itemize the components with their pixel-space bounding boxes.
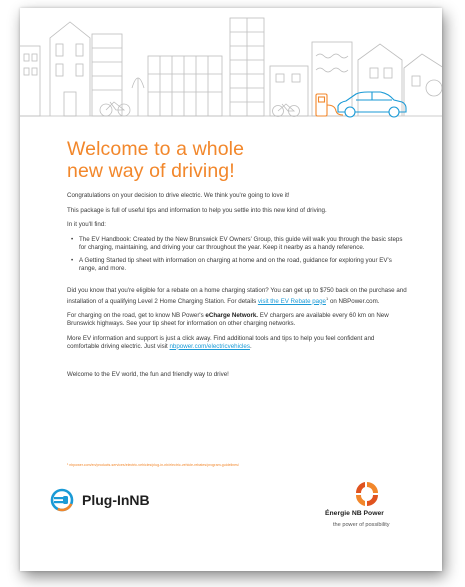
echarge-paragraph: For charging on the road, get to know NB Power's eCharge Network. EV chargers are available every 60 km on New Brunswick highways. See your tip sheet for information on other charging networks. — [67, 312, 389, 328]
document-page — [20, 8, 442, 571]
city-ev-illustration — [20, 8, 442, 126]
ev-rebate-link[interactable]: visit the EV Rebate page — [257, 297, 326, 305]
contents-intro: In it you'll find: — [67, 221, 107, 228]
page-title: Welcome to a whole new way of driving! — [67, 138, 245, 182]
letter-body — [67, 138, 407, 386]
intro-paragraph: Congratulations on your decision to drive electric. We think you're going to love it! — [67, 192, 290, 199]
echarge-network-text: eCharge Network. — [205, 312, 259, 320]
footnote-marker: 1 — [326, 295, 329, 301]
rebate-paragraph: Did you know that you're eligible for a rebate on a home charging station? You can get up to $750 back on the purchase and installation of a qualifying Level 2 Home Charging Station. For details visit the EV Rebate page$^1$ on NBPower.com. — [67, 286, 407, 305]
closing-paragraph: Welcome to the EV world, the fun and friendly way to drive! — [67, 371, 229, 379]
nbpower-ev-link[interactable]: nbpower.com/electricvehicles — [169, 342, 250, 350]
plug-in-nb-logo-icon — [50, 488, 76, 512]
footnote-url: ¹ nbpower.com/en/products-services/electric-vehicles/plug-in-nb/electric-vehicle-rebates/program-guidelines/ — [67, 463, 239, 467]
nb-power-name: Énergie NB Power — [325, 510, 384, 517]
bullet-glyph: • — [71, 235, 74, 243]
contents-list — [67, 236, 407, 273]
list-item: • A Getting Started tip sheet with information on charging at home and on the road, guidance for exploring your EV's range, and more. — [71, 256, 392, 272]
nb-power-logo-icon — [354, 480, 380, 508]
plug-in-nb-logo-text: Plug-InNB — [82, 492, 150, 508]
bullet-glyph: • — [71, 256, 74, 264]
package-paragraph: This package is full of useful tips and information to help you settle into this new kind of driving. — [67, 206, 327, 214]
nb-power-tagline: the power of possibility — [333, 522, 390, 528]
list-item: • The EV Handbook: Created by the New Brunswick EV Owners' Group, this guide will walk you through the basic steps for charging, maintaining, and driving your car throughout the year. Keep it nearby as a handy reference. — [71, 235, 403, 251]
support-paragraph: More EV information and support is just a click away. Find additional tools and tips to help you feel confident and comfortable driving electric. Just visit nbpower.com/electricvehicles. — [67, 334, 375, 350]
